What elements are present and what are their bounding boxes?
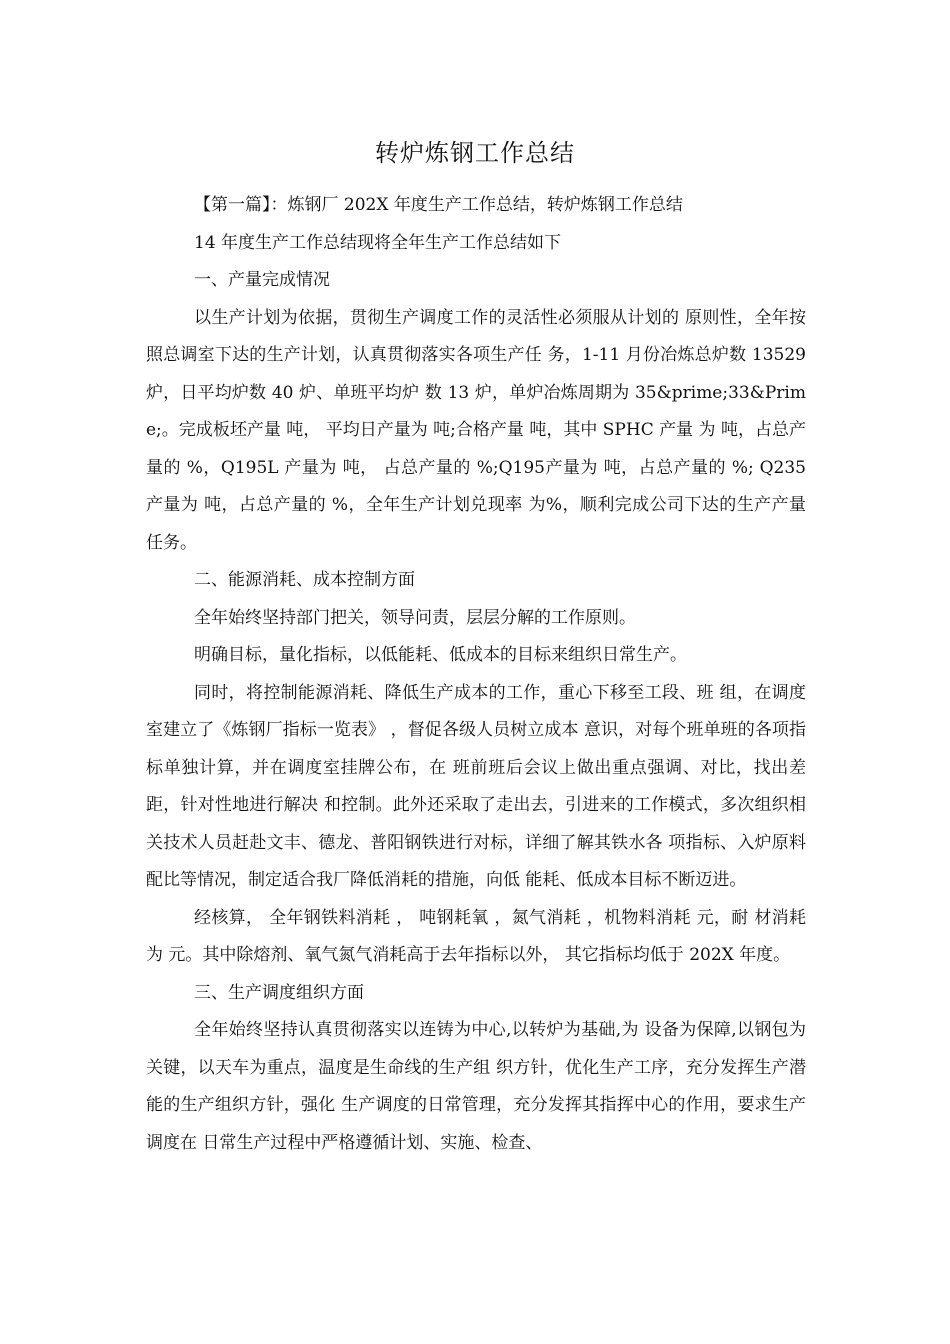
section-heading-scheduling: 三、生产调度组织方面	[194, 982, 364, 1003]
paragraph-cost-control: 同时，将控制能源消耗、降低生产成本的工作，重心下移至工段、班 组，在调度室建立了《炼钢厂指标一览表》 ，督促各级人员树立成本 意识，对每个班单班的各项指标单独计算，并在调度室挂牌公布，在 班前班后会议上做出重点强调、对比，找出差距，针对性地进行解决 和控制。此外还采取了走出去，引进来的工作模式，多次组织相 关技术人员赶赴文丰、德龙、普阳钢铁进行对标，详细了解其铁水各 项指标、入炉原料配比等情况，制定适合我厂降低消耗的措施，向低 能耗、低成本目标不断迈进。	[146, 682, 806, 890]
document-title: 转炉炼钢工作总结	[375, 139, 575, 167]
paragraph-scheduling: 全年始终坚持认真贯彻落实以连铸为中心,以转炉为基础,为 设备为保障,以钢包为关键，以天车为重点，温度是生命线的生产组 织方针，优化生产工序，充分发挥生产潜能的生产组织方针，强化 生产调度的日常管理，充分发挥其指挥中心的作用，要求生产调度在 日常生产过程中严格遵循计划、实施、检查、	[146, 1020, 806, 1153]
paragraph-output: 以生产计划为依据，贯彻生产调度工作的灵活性必须服从计划的 原则性，全年按照总调室下达的生产计划，认真贯彻落实各项生产任 务，1-11 月份冶炼总炉数 13529 炉，日平均炉数 40 炉、单班平均炉 数 13 炉，单炉冶炼周期为 35&prime;33&Prime;。完成板坯产量 吨， 平均日产量为 吨;合格产量 吨，其中 SPHC 产量 为 吨，占总产量的 %，Q195L 产量为 吨， 占总产量的 %;Q195产量为 吨，占总产量的 %; Q235 产量为 吨，占总产量的 %，全年生产计划兑现率 为%，顺利完成公司下达的生产产量任务。	[146, 307, 806, 553]
document-body	[146, 187, 806, 1162]
paragraph-intro: 14 年度生产工作总结现将全年生产工作总结如下	[194, 232, 562, 253]
paragraph-heading-part-one: 【第一篇】：炼钢厂 202X 年度生产工作总结，转炉炼钢工作总结	[194, 195, 683, 215]
paragraph-accounting: 经核算， 全年钢铁料消耗 ， 吨钢耗氧 ，氮气消耗 ，机物料消耗 元，耐 材消耗为 元。其中除熔剂、氧气氮气消耗高于去年指标以外， 其它指标均低于 202X 年度。	[146, 907, 806, 965]
section-heading-energy-cost: 二、能源消耗、成本控制方面	[194, 570, 415, 590]
paragraph-targets: 明确目标，量化指标，以低能耗、低成本的目标来组织日常生产。	[194, 645, 687, 665]
paragraph-principle: 全年始终坚持部门把关，领导问责，层层分解的工作原则。	[194, 607, 636, 628]
section-heading-output: 一、产量完成情况	[194, 270, 330, 290]
